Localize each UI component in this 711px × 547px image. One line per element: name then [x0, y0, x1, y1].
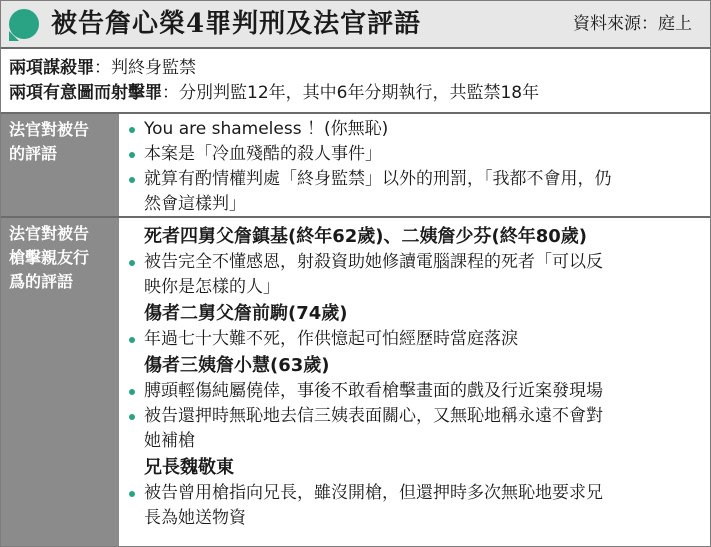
victim-heading: 兄長魏敬東	[144, 457, 234, 478]
bullet-text: 被告完全不懂感恩，射殺資助她修讀電腦課程的死者「可以反	[144, 252, 603, 272]
list-item	[126, 379, 706, 404]
bullet-text: 被告曾用槍指向兄長，雖沒開槍，但還押時多次無恥地要求兄	[144, 483, 603, 503]
bullet-text: 被告還押時無恥地去信三姨表面關心，又無恥地稱永遠不會對	[144, 406, 603, 426]
victim-heading: 傷者三姨詹小慧(63歲)	[144, 355, 330, 376]
list-item	[126, 142, 706, 167]
charges-block	[9, 56, 539, 106]
list-item	[126, 481, 706, 531]
charge-murder	[9, 56, 539, 81]
charge-label: 兩項有意圖而射擊罪	[9, 83, 162, 103]
side-label-line: 的評語	[9, 144, 58, 163]
section2-content	[126, 223, 706, 531]
page-title: 被告詹心榮4罪判刑及法官評語	[51, 9, 422, 39]
header-bar	[1, 1, 710, 49]
side-label-line: 爲的評語	[9, 272, 74, 291]
bullet-text: 膊頭輕傷純屬僥倖，事後不敢看槍擊畫面的戲及行近案發現場	[144, 381, 603, 401]
victim-heading: 傷者二舅父詹前駒(74歲)	[144, 303, 348, 324]
list-item	[126, 167, 706, 217]
charge-label: 兩項謀殺罪	[9, 58, 94, 78]
side-label-line: 法官對被告	[9, 120, 90, 139]
bullet-text: 就算有酌情權判處「終身監禁」以外的刑罰，「我都不會用，仍	[144, 169, 612, 189]
bullet-text: 映你是怎樣的人」	[144, 277, 280, 297]
list-item	[126, 327, 706, 352]
charge-sentence: ：判終身監禁	[94, 58, 196, 78]
list-item	[126, 117, 706, 142]
bullet-text: 本案是「冷血殘酷的殺人事件」	[144, 144, 382, 164]
charge-shooting	[9, 81, 539, 106]
bullet-text: You are shameless ！(你無恥)	[144, 119, 389, 139]
charge-sentence: ：分別判監12年，其中6年分期執行，共監禁18年	[162, 83, 540, 103]
bullet-text: 年過七十大難不死，作供憶起可怕經歷時當庭落淚	[144, 329, 518, 349]
victim-heading: 死者四舅父詹鎮基(終年62歲)、二姨詹少芬(終年80歲)	[144, 226, 588, 247]
bullet-text: 然會這樣判」	[144, 194, 246, 214]
bullet-text: 她補槍	[144, 431, 195, 451]
section1-side-label	[1, 114, 119, 216]
side-label-line: 法官對被告	[9, 224, 90, 243]
side-label-line: 槍擊親友行	[9, 248, 90, 267]
source-note: 資料來源：庭上	[573, 14, 692, 34]
section1-content	[126, 117, 706, 217]
list-item	[126, 250, 706, 300]
bullet-text: 長為她送物資	[144, 508, 246, 528]
list-item	[126, 404, 706, 454]
speech-bubble-tail	[9, 31, 19, 41]
section2-side-label	[1, 218, 119, 546]
